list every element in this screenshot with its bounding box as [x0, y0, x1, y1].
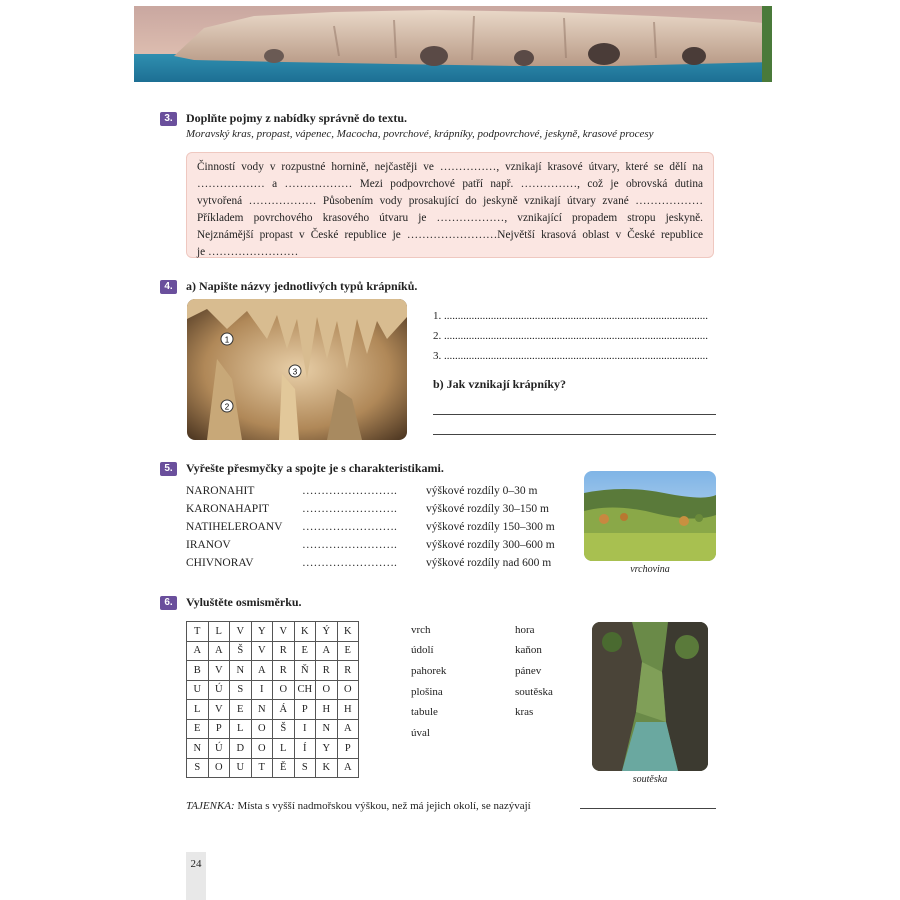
- exercise-6-title: Vyluštěte osmisměrku.: [186, 595, 302, 609]
- grid-cell[interactable]: E: [337, 641, 359, 661]
- grid-cell[interactable]: H: [316, 700, 338, 720]
- search-word: vrch: [411, 624, 431, 636]
- search-word: kras: [515, 706, 534, 718]
- banner-edge-strip: [762, 6, 772, 82]
- grid-cell[interactable]: P: [294, 700, 316, 720]
- grid-cell[interactable]: L: [187, 700, 209, 720]
- grid-cell[interactable]: A: [337, 758, 359, 778]
- answer-line-2[interactable]: 2. ................................................................................................: [433, 330, 708, 342]
- anagram-word: CHIVNORAV: [186, 557, 254, 569]
- grid-cell[interactable]: V: [273, 622, 295, 642]
- grid-cell[interactable]: O: [337, 680, 359, 700]
- anagram-dots[interactable]: …………………….: [302, 557, 397, 569]
- fill-in-line: Příkladem povrchového krasového útvaru je ………………, vznikající propadem stropu jeskyně.: [197, 212, 703, 225]
- search-word: pánev: [515, 665, 542, 677]
- grid-row: [187, 622, 359, 642]
- grid-cell[interactable]: L: [208, 622, 230, 642]
- grid-cell[interactable]: Y: [251, 622, 273, 642]
- grid-cell[interactable]: S: [230, 680, 252, 700]
- anagram-word: NARONAHIT: [186, 485, 255, 497]
- grid-cell[interactable]: R: [337, 661, 359, 681]
- exercise-4a-title: a) Napište názvy jednotlivých typů krápníků.: [186, 279, 418, 293]
- grid-cell[interactable]: A: [208, 641, 230, 661]
- marker-3: 3: [292, 367, 298, 377]
- grid-row: [187, 739, 359, 759]
- anagram-dots[interactable]: …………………….: [302, 521, 397, 533]
- grid-cell[interactable]: N: [230, 661, 252, 681]
- grid-cell[interactable]: K: [294, 622, 316, 642]
- exercise-4b-title: b) Jak vznikají krápníky?: [433, 377, 567, 391]
- search-word: kaňon: [515, 644, 542, 656]
- grid-row: [187, 641, 359, 661]
- grid-cell[interactable]: R: [316, 661, 338, 681]
- grid-cell[interactable]: B: [187, 661, 209, 681]
- grid-cell[interactable]: Š: [273, 719, 295, 739]
- tajenka-text: Místa s vyšší nadmořskou výškou, než má jejich okolí, se nazývají: [237, 800, 531, 812]
- search-word: údolí: [411, 644, 434, 656]
- grid-cell[interactable]: L: [273, 739, 295, 759]
- page-number: 24: [186, 852, 206, 900]
- grid-cell[interactable]: K: [316, 758, 338, 778]
- grid-cell[interactable]: P: [208, 719, 230, 739]
- anagram-characteristic: výškové rozdíly nad 600 m: [426, 557, 552, 569]
- fill-in-line: Činností vody v rozpustné hornině, nejčastěji ve ……………, vznikají krasové útvary, které se dělí na: [197, 161, 703, 173]
- grid-cell[interactable]: N: [187, 739, 209, 759]
- answer-rule[interactable]: [433, 414, 716, 415]
- exercise-number-3: 3.: [160, 112, 177, 126]
- exercise-3-title: Doplňte pojmy z nabídky správně do textu.: [186, 111, 408, 125]
- anagram-dots[interactable]: …………………….: [302, 485, 397, 497]
- grid-cell[interactable]: P: [337, 739, 359, 759]
- grid-cell[interactable]: Í: [294, 739, 316, 759]
- grid-cell[interactable]: Ú: [208, 680, 230, 700]
- grid-cell[interactable]: R: [273, 641, 295, 661]
- exercise-number-6: 6.: [160, 596, 177, 610]
- grid-cell[interactable]: I: [294, 719, 316, 739]
- grid-cell[interactable]: L: [230, 719, 252, 739]
- soutezka-caption: soutěska: [632, 774, 668, 785]
- grid-cell[interactable]: H: [337, 700, 359, 720]
- grid-cell[interactable]: O: [316, 680, 338, 700]
- cave-stalactites-photo: [187, 299, 407, 440]
- grid-cell[interactable]: D: [230, 739, 252, 759]
- grid-cell[interactable]: T: [251, 758, 273, 778]
- exercise-number-5: 5.: [160, 462, 177, 476]
- anagram-word: KARONAHAPIT: [186, 503, 270, 515]
- anagram-characteristic: výškové rozdíly 150–300 m: [426, 521, 555, 533]
- grid-row: [187, 719, 359, 739]
- search-word: hora: [515, 624, 535, 636]
- grid-row: [187, 680, 359, 700]
- grid-cell[interactable]: S: [294, 758, 316, 778]
- grid-row: [187, 700, 359, 720]
- search-word: úval: [411, 727, 430, 739]
- grid-cell[interactable]: N: [251, 700, 273, 720]
- anagram-characteristic: výškové rozdíly 300–600 m: [426, 539, 555, 551]
- anagram-dots[interactable]: …………………….: [302, 539, 397, 551]
- grid-cell[interactable]: A: [251, 661, 273, 681]
- grid-cell[interactable]: E: [230, 700, 252, 720]
- marker-1: 1: [224, 335, 230, 345]
- grid-cell[interactable]: A: [187, 641, 209, 661]
- search-word: pahorek: [411, 665, 447, 677]
- grid-cell[interactable]: Ě: [273, 758, 295, 778]
- grid-cell[interactable]: N: [316, 719, 338, 739]
- grid-cell[interactable]: Ý: [316, 622, 338, 642]
- grid-cell[interactable]: E: [294, 641, 316, 661]
- exercise-number-4: 4.: [160, 280, 177, 294]
- grid-cell[interactable]: U: [230, 758, 252, 778]
- grid-cell[interactable]: O: [208, 758, 230, 778]
- exercise-5-title: Vyřešte přesmyčky a spojte je s charakteristikami.: [186, 461, 444, 475]
- grid-cell[interactable]: O: [251, 739, 273, 759]
- grid-cell[interactable]: K: [337, 622, 359, 642]
- grid-cell[interactable]: V: [230, 622, 252, 642]
- grid-cell[interactable]: V: [251, 641, 273, 661]
- grid-cell[interactable]: R: [273, 661, 295, 681]
- grid-cell[interactable]: U: [187, 680, 209, 700]
- answer-line-1[interactable]: 1. ................................................................................................: [433, 310, 708, 322]
- search-word: tabule: [411, 706, 438, 718]
- marker-2: 2: [224, 402, 230, 412]
- grid-cell[interactable]: A: [337, 719, 359, 739]
- coastal-cliffs-banner-image: [134, 6, 772, 82]
- grid-cell[interactable]: S: [187, 758, 209, 778]
- grid-cell[interactable]: T: [187, 622, 209, 642]
- grid-cell[interactable]: CH: [294, 680, 316, 700]
- gorge-photo: [592, 622, 708, 771]
- grid-cell[interactable]: V: [208, 700, 230, 720]
- fill-in-line: ……………… a ……………… Mezi podpovrchové patří např. ……………, což je obrovská dutina: [197, 178, 703, 191]
- word-search-grid: [186, 621, 359, 778]
- fill-in-line: vytvořená ……………… Působením vody prosakující do jeskyně vznikají útvary zvané ………………: [197, 195, 703, 208]
- tajenka-answer-rule[interactable]: [580, 808, 716, 809]
- grid-cell[interactable]: A: [316, 641, 338, 661]
- grid-cell[interactable]: Ň: [294, 661, 316, 681]
- anagram-word: IRANOV: [186, 539, 231, 551]
- tajenka-line: [186, 800, 531, 812]
- grid-cell[interactable]: V: [208, 661, 230, 681]
- grid-cell[interactable]: E: [187, 719, 209, 739]
- answer-rule[interactable]: [433, 434, 716, 435]
- grid-cell[interactable]: O: [251, 719, 273, 739]
- vrchovina-caption: vrchovina: [630, 564, 670, 575]
- fill-in-line: je ……………………: [197, 246, 299, 259]
- grid-row: [187, 758, 359, 778]
- grid-cell[interactable]: Š: [230, 641, 252, 661]
- grid-cell[interactable]: Ú: [208, 739, 230, 759]
- anagram-characteristic: výškové rozdíly 30–150 m: [426, 503, 549, 515]
- anagram-characteristic: výškové rozdíly 0–30 m: [426, 485, 538, 497]
- search-word: soutěska: [515, 686, 553, 698]
- exercise-3-fill-in-text: [186, 152, 714, 258]
- search-word: plošina: [411, 686, 443, 698]
- fill-in-line: Nejznámější propast v České republice je ……………………Největší krasová oblast v České republice: [197, 229, 703, 242]
- exercise-3-word-bank: Moravský kras, propast, vápenec, Macocha, povrchové, krápníky, podpovrchové, jeskyně, krasové procesy: [186, 128, 654, 140]
- anagram-word: NATIHELEROANV: [186, 521, 283, 533]
- highlands-landscape-photo: [584, 471, 716, 561]
- grid-cell[interactable]: Y: [316, 739, 338, 759]
- anagram-dots[interactable]: …………………….: [302, 503, 397, 515]
- grid-row: [187, 661, 359, 681]
- tajenka-label: TAJENKA:: [186, 800, 235, 812]
- grid-cell[interactable]: Á: [273, 700, 295, 720]
- grid-cell[interactable]: I: [251, 680, 273, 700]
- answer-line-3[interactable]: 3. ................................................................................................: [433, 350, 708, 362]
- grid-cell[interactable]: O: [273, 680, 295, 700]
